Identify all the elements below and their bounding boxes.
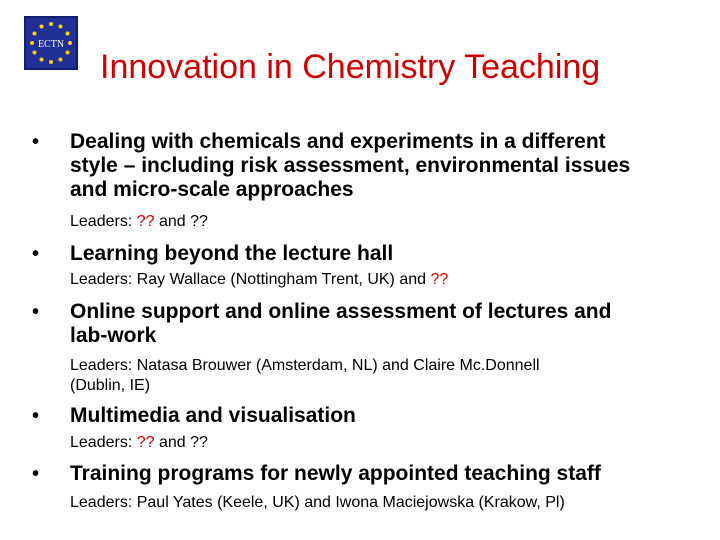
item-heading-line: lab-work [70,324,157,347]
item-heading [70,462,710,486]
item-heading-line: Dealing with chemicals and experiments in a different [70,130,606,153]
item-heading [70,130,710,202]
bullet-glyph: • [32,301,40,323]
leaders-label: Leaders: [70,271,137,288]
leaders-label: Leaders: [70,494,137,511]
leaders-and: and [154,213,191,230]
item-leaders [70,212,710,232]
bullet-glyph: • [32,405,40,427]
leader-name: Iwona Maciejowska (Krakow, Pl) [335,494,565,511]
bullet-glyph: • [32,243,40,265]
leader-name: Claire Mc.Donnell [413,357,540,374]
leader-name: ?? [136,434,155,451]
item-heading [70,300,710,348]
item-heading [70,242,710,266]
item-leaders [70,270,710,290]
item-leaders [70,356,710,396]
item-heading-line: Online support and online assessment of lectures and [70,300,612,323]
leaders-and: and [154,434,191,451]
item-leaders [70,433,710,453]
slide-title: Innovation in Chemistry Teaching [100,48,601,86]
bullet-glyph: • [32,463,40,485]
item-heading [70,404,710,428]
leader-name: Paul Yates (Keele, UK) [136,494,300,511]
item-heading-line: style – including risk assessment, environmental issues [70,154,631,177]
leader-name: Ray Wallace (Nottingham Trent, UK) [136,271,395,288]
leaders-continuation: (Dublin, IE) [70,377,151,394]
leaders-label: Leaders: [70,434,137,451]
leader-name: ?? [136,213,155,230]
leader-name: ?? [190,213,208,230]
ectn-logo-icon [24,16,78,70]
leader-name: ?? [190,434,208,451]
leaders-label: Leaders: [70,213,137,230]
leaders-and: and [394,271,431,288]
logo-text: ECTN [37,39,65,50]
leader-name: Natasa Brouwer (Amsterdam, NL) [136,357,378,374]
leader-name: ?? [430,271,449,288]
item-heading-line: Learning beyond the lecture hall [70,242,394,265]
item-heading-line: Multimedia and visualisation [70,404,356,427]
item-heading-line: and micro-scale approaches [70,178,354,201]
bullet-glyph: • [32,131,40,153]
leaders-and: and [377,357,414,374]
leaders-and: and [299,494,336,511]
item-leaders [70,493,710,513]
item-heading-line: Training programs for newly appointed teaching staff [70,462,601,485]
leaders-label: Leaders: [70,357,137,374]
